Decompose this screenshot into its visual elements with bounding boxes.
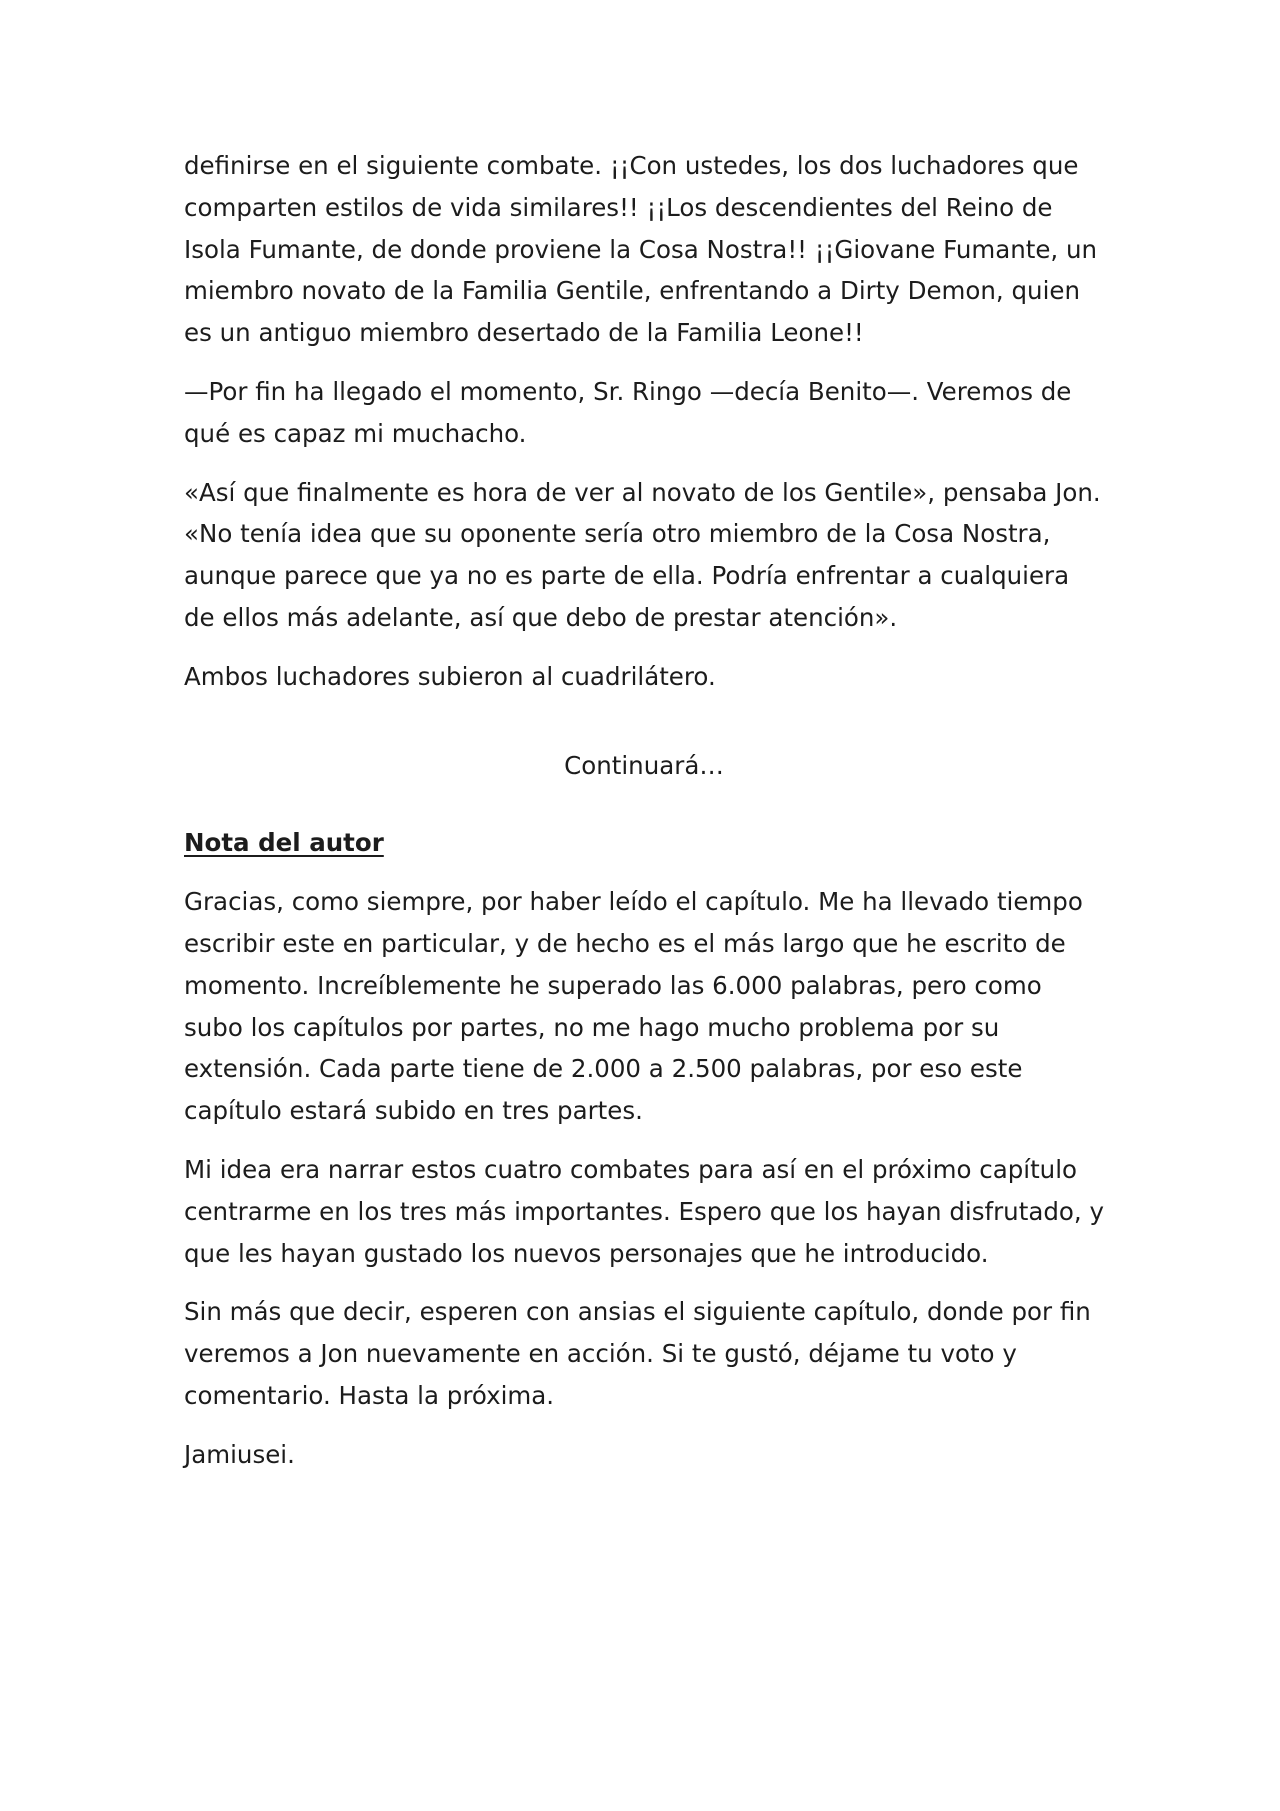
story-paragraph-4: Ambos luchadores subieron al cuadrilátero. [184,661,716,691]
continuation-text: Continuará… [564,750,724,780]
author-note-paragraph-3: Sin más que decir, esperen con ansias el siguiente capítulo, donde por fin veremos a Jon nuevamente en acción. Si te gustó, déjame tu voto y comentario. Hasta la próxima. [184,1297,1091,1410]
author-note-paragraph-1: Gracias, como siempre, por haber leído el capítulo. Me ha llevado tiempo escribir este en particular, y de hecho es el más largo que he escrito de momento. Increíblemente he superado las 6.000 palabras, pero como subo los capítulos por partes, no me hago mucho problema por su extensión. Cada parte tiene de 2.000 a 2.500 palabras, por eso este capítulo estará subido en tres partes. [184,887,1083,1126]
story-paragraph-1: definirse en el siguiente combate. ¡¡Con ustedes, los dos luchadores que comparten estilos de vida similares!! ¡¡Los descendientes del Reino de Isola Fumante, de donde proviene la Cosa Nostra!! ¡¡Giovane Fumante, un miembro novato de la Familia Gentile, enfrentando a Dirty Demon, quien es un antiguo miembro desertado de la Familia Leone!! [184,151,1098,348]
story-paragraph-3: «Así que finalmente es hora de ver al novato de los Gentile», pensaba Jon. «No tenía idea que su oponente sería otro miembro de la Cosa Nostra, aunque parece que ya no es parte de ella. Podría enfrentar a cualquiera de ellos más adelante, así que debo de prestar atención». [184,477,1101,632]
document-body [184,145,1104,1493]
author-note-heading: Nota del autor [184,828,384,858]
author-note-paragraph-2: Mi idea era narrar estos cuatro combates para así en el próximo capítulo centrarme en los tres más importantes. Espero que los hayan disfrutado, y que les hayan gustado los nuevos personajes que he introducido. [184,1154,1104,1268]
author-signature: Jamiusei. [184,1439,295,1469]
story-paragraph-2: —Por fin ha llegado el momento, Sr. Ringo —decía Benito—. Veremos de qué es capaz mi muchacho. [184,376,1072,448]
